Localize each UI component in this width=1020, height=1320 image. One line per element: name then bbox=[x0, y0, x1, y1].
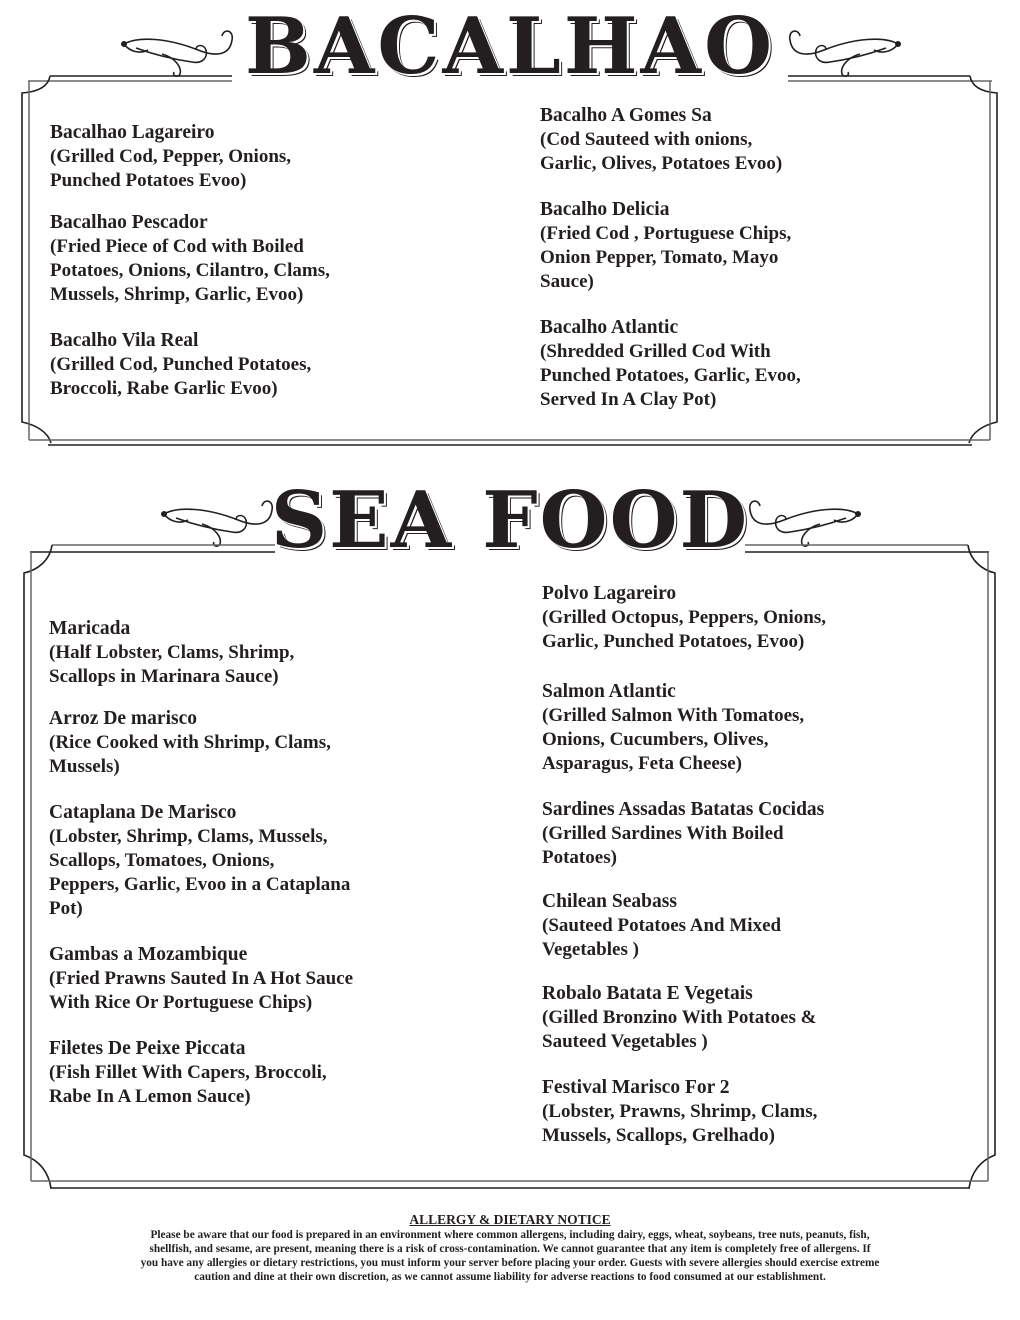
menu-item-name: Sardines Assadas Batatas Cocidas bbox=[542, 799, 825, 820]
menu-item-name: Filetes De Peixe Piccata bbox=[49, 1038, 246, 1059]
menu-item-description: (Grilled Cod, Pepper, Onions, bbox=[50, 146, 292, 167]
menu-item-name: Festival Marisco For 2 bbox=[542, 1077, 730, 1098]
menu-item-description: (Grilled Cod, Punched Potatoes, bbox=[50, 354, 312, 375]
menu-item bbox=[540, 104, 980, 176]
menu-item-description: (Grilled Sardines With Boiled bbox=[542, 823, 784, 844]
menu-item-description: (Fish Fillet With Capers, Broccoli, bbox=[49, 1062, 327, 1083]
menu-item-name: Arroz De marisco bbox=[49, 708, 197, 729]
allergy-notice-line: caution and dine at their own discretion, as we cannot assume liability for adverse reactions to food consumed at our establishment. bbox=[194, 1271, 826, 1283]
menu-item-description: Mussels, Shrimp, Garlic, Evoo) bbox=[50, 284, 304, 305]
menu-item-description: (Fried Piece of Cod with Boiled bbox=[50, 236, 304, 257]
menu-item-name: Polvo Lagareiro bbox=[542, 583, 677, 604]
menu-item-description: Potatoes) bbox=[542, 847, 617, 868]
menu-item-name: Chilean Seabass bbox=[542, 891, 677, 912]
menu-item-description: Vegetables ) bbox=[542, 939, 639, 960]
menu-item-description: Broccoli, Rabe Garlic Evoo) bbox=[50, 378, 278, 399]
menu-item bbox=[540, 316, 980, 412]
menu-item-name: Bacalho A Gomes Sa bbox=[540, 105, 712, 126]
menu-item bbox=[50, 211, 490, 307]
menu-item-description: (Lobster, Prawns, Shrimp, Clams, bbox=[542, 1101, 818, 1122]
menu-item bbox=[542, 582, 982, 654]
menu-item-description: Scallops, Tomatoes, Onions, bbox=[49, 850, 275, 871]
menu-item-description: With Rice Or Portuguese Chips) bbox=[49, 992, 313, 1013]
menu-item-description: (Grilled Salmon With Tomatoes, bbox=[542, 705, 805, 726]
menu-item-description: Mussels) bbox=[49, 756, 120, 777]
menu-item bbox=[49, 943, 499, 1015]
menu-item-description: Pot) bbox=[49, 898, 83, 919]
section-title-bacalhao: BACALHAO bbox=[244, 1, 776, 92]
menu-item bbox=[49, 617, 499, 689]
allergy-notice-title: ALLERGY & DIETARY NOTICE bbox=[409, 1212, 611, 1227]
menu-item-name: Robalo Batata E Vegetais bbox=[542, 983, 753, 1004]
bacalhao-right-column bbox=[540, 104, 980, 412]
menu-item bbox=[49, 707, 499, 779]
menu-item-description: (Shredded Grilled Cod With bbox=[540, 341, 771, 362]
allergy-notice-line: shellfish, and sesame, are present, meaning there is a risk of cross-contamination. We cannot guarantee that any item is completely free of allergens. If bbox=[149, 1243, 871, 1255]
section-title-seafood: SEA FOOD bbox=[270, 475, 750, 566]
menu-item bbox=[542, 982, 982, 1054]
seafood-left-column bbox=[49, 617, 499, 1109]
menu-item-description: Onions, Cucumbers, Olives, bbox=[542, 729, 769, 750]
menu-item-name: Maricada bbox=[49, 618, 131, 639]
menu-item-description: Onion Pepper, Tomato, Mayo bbox=[540, 247, 779, 268]
menu-item-name: Bacalho Atlantic bbox=[540, 317, 679, 338]
menu-item-description: (Grilled Octopus, Peppers, Onions, bbox=[542, 607, 826, 628]
menu-item-description: (Cod Sauteed with onions, bbox=[540, 129, 753, 150]
menu-item-description: (Lobster, Shrimp, Clams, Mussels, bbox=[49, 826, 328, 847]
menu-item bbox=[540, 198, 980, 294]
menu-item bbox=[542, 890, 982, 962]
menu-item-description: Sauteed Vegetables ) bbox=[542, 1031, 708, 1052]
menu-item-description: Punched Potatoes Evoo) bbox=[50, 170, 247, 191]
menu-item-description: Mussels, Scallops, Grelhado) bbox=[542, 1125, 775, 1146]
menu-item-description: Rabe In A Lemon Sauce) bbox=[49, 1086, 251, 1107]
menu-item bbox=[49, 1037, 499, 1109]
bacalhao-left-column bbox=[50, 121, 490, 401]
menu-item-description: Asparagus, Feta Cheese) bbox=[542, 753, 743, 774]
menu-item-description: (Fried Prawns Sauted In A Hot Sauce bbox=[49, 968, 354, 989]
menu-item-description: Punched Potatoes, Garlic, Evoo, bbox=[540, 365, 801, 386]
allergy-notice bbox=[90, 1211, 930, 1284]
menu-item-name: Bacalhao Pescador bbox=[50, 212, 208, 233]
menu-item bbox=[50, 329, 490, 401]
menu-item bbox=[542, 798, 982, 870]
menu-item-description: (Rice Cooked with Shrimp, Clams, bbox=[49, 732, 331, 753]
menu-item-name: Salmon Atlantic bbox=[542, 681, 676, 702]
allergy-notice-line: you have any allergies or dietary restrictions, you must inform your server before placing your order. Guests with severe allergies should exercise extreme bbox=[140, 1257, 880, 1269]
menu-item-description: Scallops in Marinara Sauce) bbox=[49, 666, 279, 687]
menu-item-name: Bacalho Delicia bbox=[540, 199, 670, 220]
menu-item-name: Cataplana De Marisco bbox=[49, 802, 237, 823]
menu-item bbox=[49, 801, 499, 921]
allergy-notice-line: Please be aware that our food is prepared in an environment where common allergens, including dairy, eggs, wheat, soybeans, tree nuts, peanuts, fish, bbox=[150, 1229, 870, 1241]
menu-item-name: Gambas a Mozambique bbox=[49, 944, 248, 965]
menu-item-description: (Sauteed Potatoes And Mixed bbox=[542, 915, 782, 936]
menu-item bbox=[542, 680, 982, 776]
menu-item bbox=[50, 121, 490, 193]
menu-item-name: Bacalhao Lagareiro bbox=[50, 122, 215, 143]
seafood-right-column bbox=[542, 582, 982, 1148]
menu-item bbox=[542, 1076, 982, 1148]
menu-item-description: (Gilled Bronzino With Potatoes & bbox=[542, 1007, 817, 1028]
menu-item-description: Garlic, Olives, Potatoes Evoo) bbox=[540, 153, 783, 174]
menu-item-description: (Fried Cod , Portuguese Chips, bbox=[540, 223, 792, 244]
menu-item-description: (Half Lobster, Clams, Shrimp, bbox=[49, 642, 295, 663]
menu-item-description: Served In A Clay Pot) bbox=[540, 389, 717, 410]
menu-item-name: Bacalho Vila Real bbox=[50, 330, 199, 351]
menu-item-description: Potatoes, Onions, Cilantro, Clams, bbox=[50, 260, 330, 281]
menu-item-description: Peppers, Garlic, Evoo in a Cataplana bbox=[49, 874, 351, 895]
menu-item-description: Sauce) bbox=[540, 271, 594, 292]
menu-item-description: Garlic, Punched Potatoes, Evoo) bbox=[542, 631, 805, 652]
